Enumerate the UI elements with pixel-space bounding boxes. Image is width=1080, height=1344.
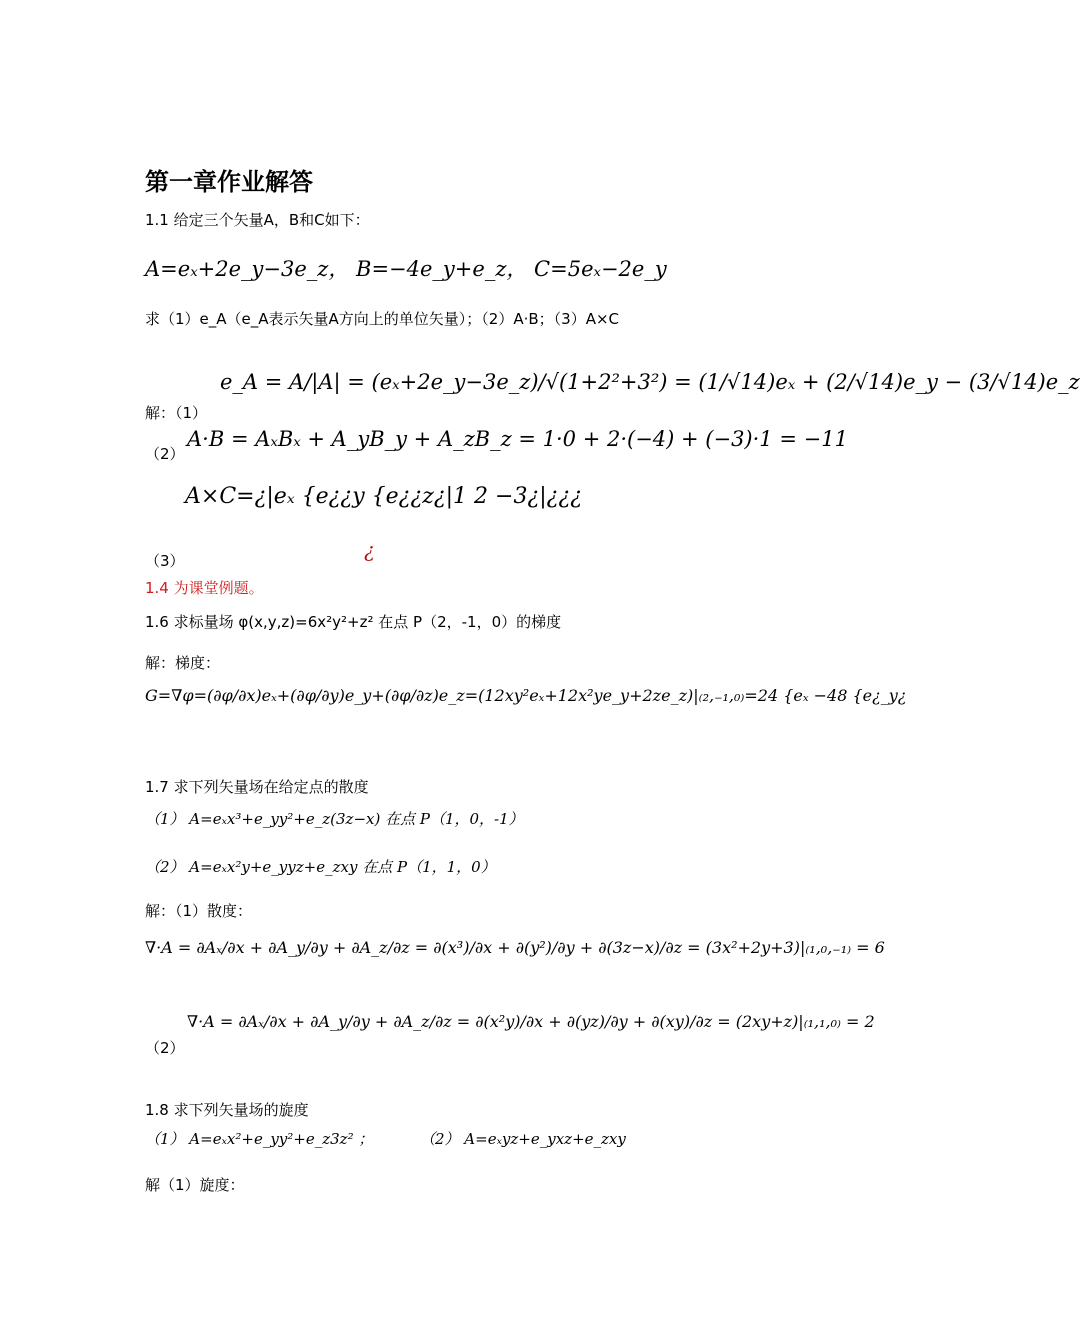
problem-1-1-ask: 求（1）e_A（e_A表示矢量A方向上的单位矢量）；（2）A·B；（3）A×C [145, 310, 619, 328]
problem-1-7-solution-2-label: （2） [145, 1039, 185, 1057]
problem-1-1-vectors: A=eₓ+2e_y−3e_z， B=−4e_y+e_z， C=5eₓ−2e_y [145, 257, 667, 281]
problem-1-7-statement: 1.7 求下列矢量场在给定点的散度 [145, 778, 369, 796]
problem-1-8-statement: 1.8 求下列矢量场的旋度 [145, 1101, 309, 1119]
problem-1-7-divergence-2: ∇·A = ∂Aₓ/∂x + ∂A_y/∂y + ∂A_z/∂z = ∂(x²y)/∂x + ∂(yz)/∂y + ∂(xy)/∂z = (2xy+z)|₍₁,₁,₀₎ = 2 [187, 1012, 875, 1031]
problem-1-1-statement: 1.1 给定三个矢量A，B和C如下： [145, 211, 370, 229]
problem-1-8-solution-label: 解（1）旋度： [145, 1176, 245, 1194]
problem-1-4-note: 1.4 为课堂例题。 [145, 579, 264, 597]
solution-3-cross-product: A×C=¿|eₓ {e¿¿y {e¿¿z¿|1 2 −3¿|¿¿¿ [185, 484, 583, 509]
problem-1-6-solution-label: 解：梯度： [145, 654, 221, 672]
problem-1-7-solution-label: 解：（1）散度： [145, 902, 253, 920]
problem-1-6-statement: 1.6 求标量场 φ(x,y,z)=6x²y²+z² 在点 P（2，-1，0）的梯度 [145, 613, 562, 631]
solution-2-label: （2） [145, 445, 185, 463]
solution-3-garbled-char: ¿ [364, 538, 375, 562]
problem-1-6-gradient: G=∇φ=(∂φ/∂x)eₓ+(∂φ/∂y)e_y+(∂φ/∂z)e_z=(12xy²eₓ+12x²ye_y+2ze_z)|₍₂,₋₁,₀₎=24 {eₓ −48 {e¿_y¿ [145, 686, 907, 705]
chapter-title: 第一章作业解答 [145, 168, 313, 196]
problem-1-7-item-1: （1） A=eₓx³+e_yy²+e_z(3z−x) 在点 P（1，0，-1） [145, 810, 524, 828]
problem-1-7-divergence-1: ∇·A = ∂Aₓ/∂x + ∂A_y/∂y + ∂A_z/∂z = ∂(x³)/∂x + ∂(y²)/∂y + ∂(3z−x)/∂z = (3x²+2y+3)|₍₁,₀,₋₁₎ = 6 [145, 938, 885, 957]
solution-2-dot-product: A·B = AₓBₓ + A_yB_y + A_zB_z = 1·0 + 2·(−4) + (−3)·1 = −11 [187, 427, 848, 451]
solution-3-label: （3） [145, 552, 185, 570]
solution-1-label: 解：（1） [145, 404, 208, 422]
problem-1-8-item-2: （2） A=eₓyz+e_yxz+e_zxy [420, 1130, 626, 1148]
problem-1-7-item-2: （2） A=eₓx²y+e_yyz+e_zxy 在点 P（1，1，0） [145, 858, 496, 876]
solution-1-unit-vector: e_A = A/|A| = (eₓ+2e_y−3e_z)/√(1+2²+3²) = (1/√14)eₓ + (2/√14)e_y − (3/√14)e_z [220, 370, 1080, 394]
problem-1-8-item-1: （1） A=eₓx²+e_yy²+e_z3z² ； [145, 1130, 374, 1148]
